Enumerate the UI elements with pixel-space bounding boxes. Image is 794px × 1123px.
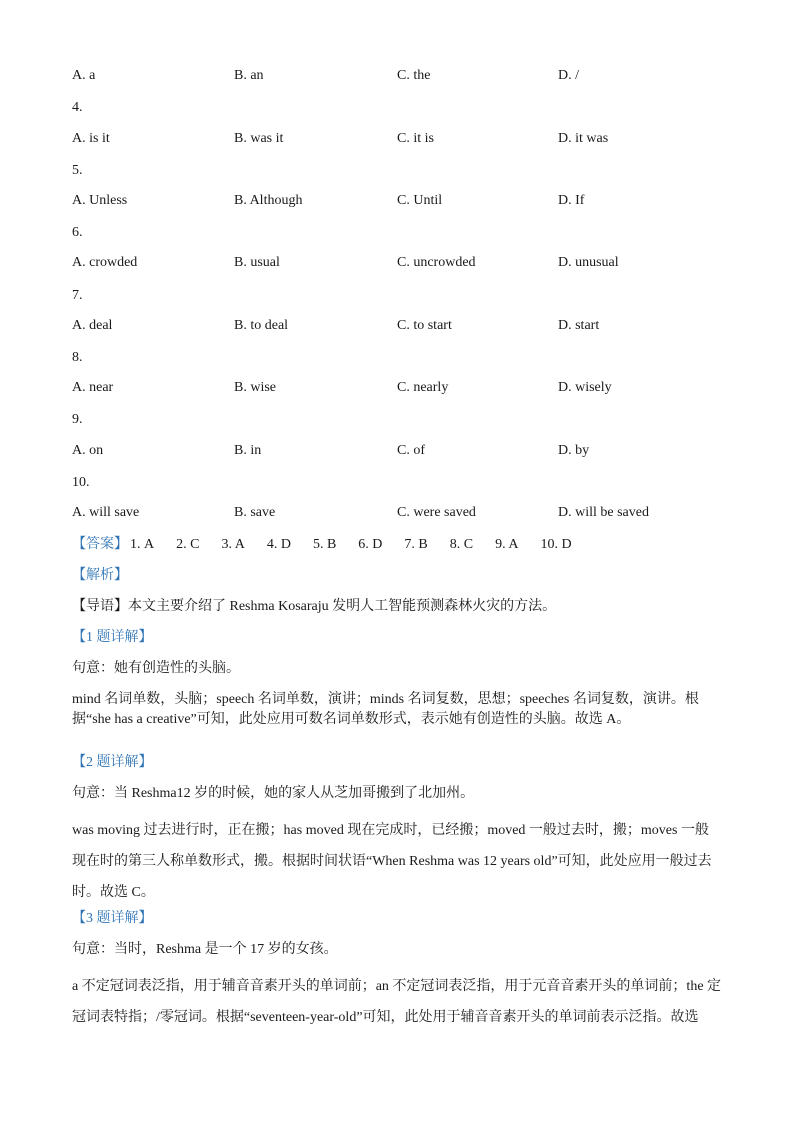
section-3-explain: a 不定冠词表泛指，用于辅音音素开头的单词前；an 不定冠词表泛指，用于元音音素开头的单词前；the 定冠词表特指；/零冠词。根据“seventeen-year-old”可知，此处用于辅音音素开头的单词前表示泛指。故选 xyxy=(72,979,722,1025)
option-item: C. it is xyxy=(397,131,434,146)
option-item: D. unusual xyxy=(558,255,619,270)
option-item: C. of xyxy=(397,443,425,458)
option-item: D. wisely xyxy=(558,380,612,395)
section-1-sentence: 句意：她有创造性的头脑。 xyxy=(72,661,240,676)
option-item: D. If xyxy=(558,193,585,208)
option-item: A. a xyxy=(72,68,96,83)
option-item: C. to start xyxy=(397,318,452,333)
answer-item: 9. A xyxy=(495,537,519,552)
section-1-explain: mind 名词单数，头脑；speech 名词单数，演讲；minds 名词复数，思想；speeches 名词复数，演讲。根据“she has a creative”可知，此处应用可数名词单数形式，表示她有创造性的头脑。故选 A。 xyxy=(72,692,699,727)
option-item: A. deal xyxy=(72,318,113,333)
answer-tag: 【答案】 xyxy=(72,537,128,552)
section-2-sentence: 句意：当 Reshma12 岁的时候，她的家人从芝加哥搬到了北加州。 xyxy=(72,786,475,801)
question-number: 5. xyxy=(72,163,83,178)
option-item: B. in xyxy=(234,443,262,458)
answer-item: 6. D xyxy=(358,537,383,552)
option-item: D. start xyxy=(558,318,600,333)
option-item: A. Unless xyxy=(72,193,128,208)
option-item: D. by xyxy=(558,443,590,458)
guide-text: 【导语】本文主要介绍了 Reshma Kosaraju 发明人工智能预测森林火灾的方法。 xyxy=(72,599,557,614)
option-item: B. wise xyxy=(234,380,276,395)
answer-line xyxy=(72,535,594,555)
section-1-heading: 【1 题详解】 xyxy=(72,630,153,645)
section-3-sentence: 句意：当时，Reshma 是一个 17 岁的女孩。 xyxy=(72,942,338,957)
answer-item: 2. C xyxy=(176,537,200,552)
option-item: B. to deal xyxy=(234,318,289,333)
option-item: A. on xyxy=(72,443,104,458)
option-item: B. usual xyxy=(234,255,280,270)
section-2-explain: was moving 过去进行时，正在搬；has moved 现在完成时，已经搬；moved 一般过去时，搬；moves 一般现在时的第三人称单数形式，搬。根据时间状语“When Reshma was 12 years old”可知，此处应用一般过去时。故选 C。 xyxy=(72,823,712,900)
answer-item: 8. C xyxy=(449,537,474,552)
analysis-tag: 【解析】 xyxy=(72,568,128,583)
option-item: A. crowded xyxy=(72,255,138,270)
option-item: B. an xyxy=(234,68,264,83)
option-item: B. save xyxy=(234,505,276,520)
question-number: 10. xyxy=(72,475,90,490)
answer-item: 1. A xyxy=(130,537,155,552)
option-item: C. uncrowded xyxy=(397,255,476,270)
question-number: 6. xyxy=(72,225,83,240)
option-item: C. were saved xyxy=(397,505,476,520)
question-number: 7. xyxy=(72,288,83,303)
option-item: D. it was xyxy=(558,131,609,146)
question-number: 9. xyxy=(72,412,83,427)
question-number: 8. xyxy=(72,350,83,365)
answer-items xyxy=(130,537,594,552)
answer-item: 4. D xyxy=(266,537,291,552)
option-item: C. the xyxy=(397,68,431,83)
section-2-heading: 【2 题详解】 xyxy=(72,755,153,770)
option-item: A. will save xyxy=(72,505,140,520)
option-item: B. was it xyxy=(234,131,284,146)
answer-item: 7. B xyxy=(404,537,428,552)
option-item: B. Although xyxy=(234,193,303,208)
option-item: D. / xyxy=(558,68,579,83)
option-item: A. is it xyxy=(72,131,110,146)
question-number: 4. xyxy=(72,100,83,115)
option-item: D. will be saved xyxy=(558,505,649,520)
answer-item: 3. A xyxy=(221,537,245,552)
answer-item: 5. B xyxy=(312,537,337,552)
section-3-heading: 【3 题详解】 xyxy=(72,911,153,926)
option-item: A. near xyxy=(72,380,114,395)
answer-item: 10. D xyxy=(540,537,572,552)
option-item: C. Until xyxy=(397,193,443,208)
option-item: C. nearly xyxy=(397,380,449,395)
